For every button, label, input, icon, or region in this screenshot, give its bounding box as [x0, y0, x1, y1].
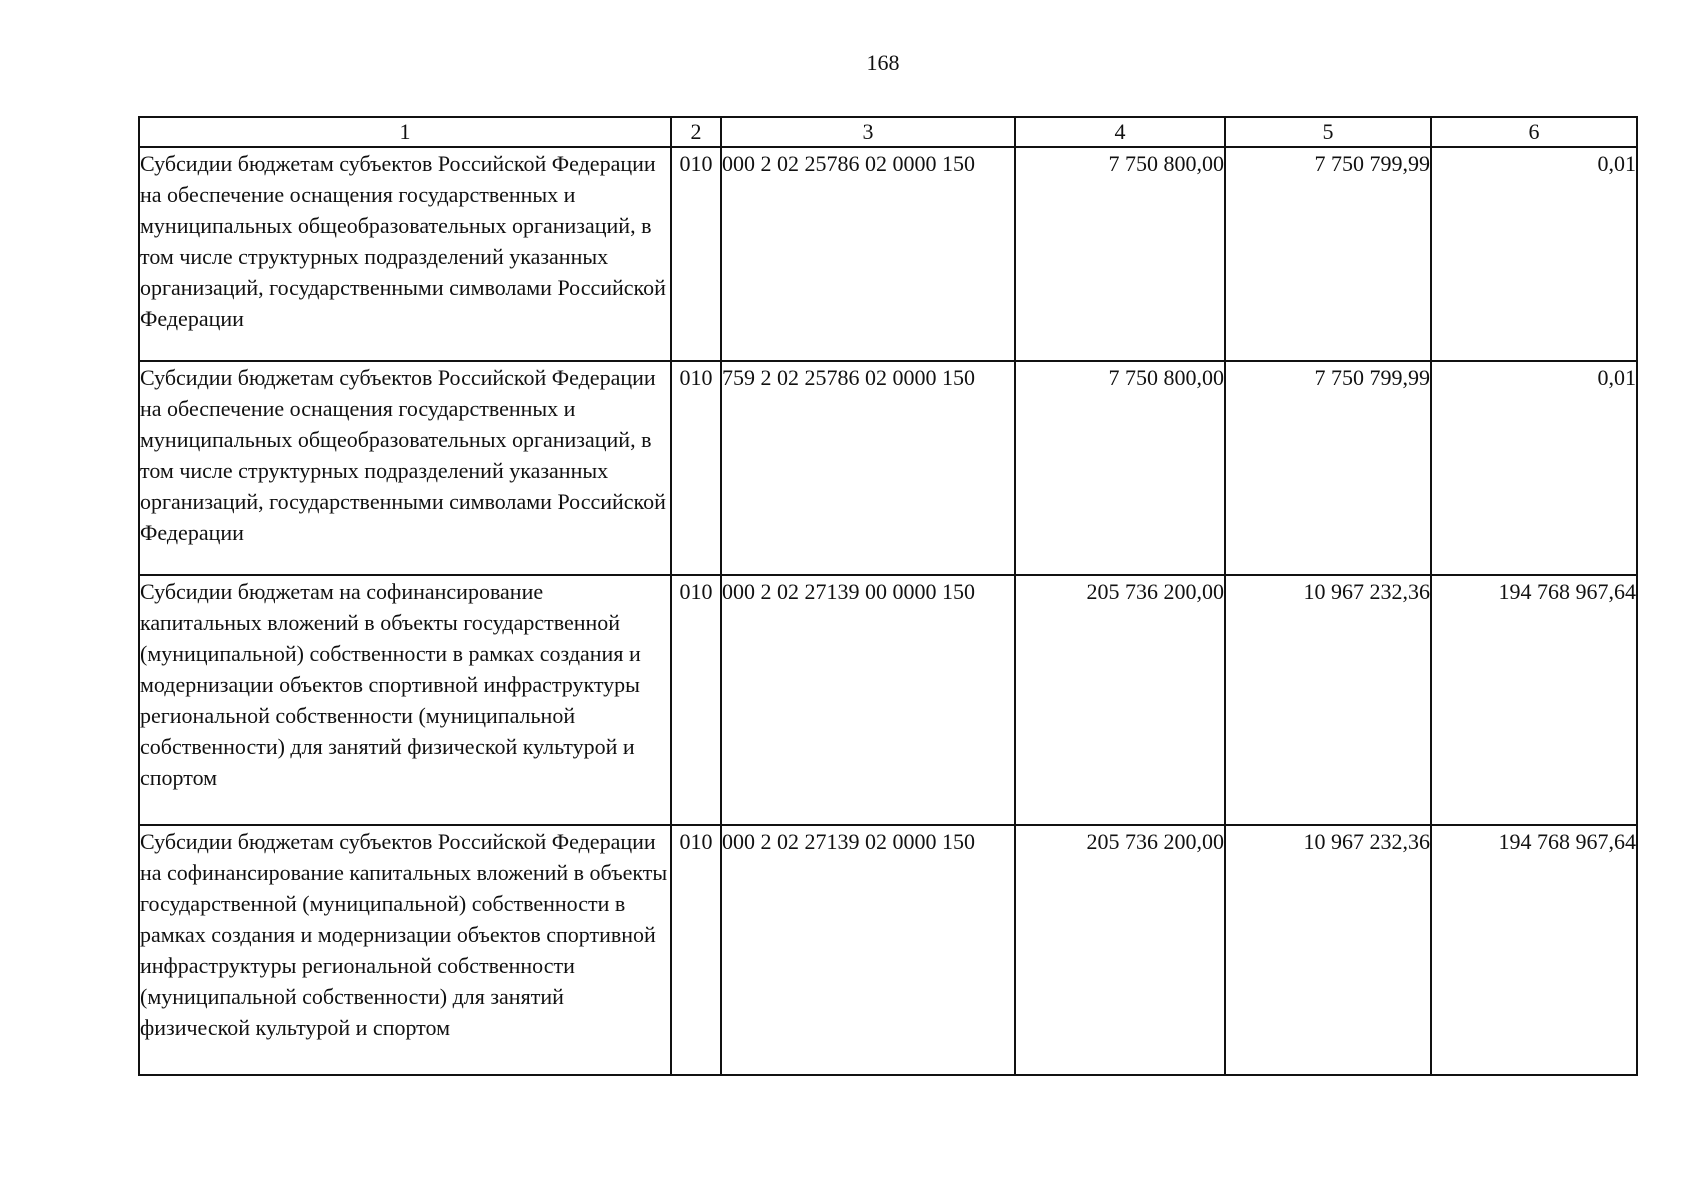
row-executed-amount: 10 967 232,36 — [1225, 825, 1431, 1075]
row-executed-amount: 7 750 799,99 — [1225, 361, 1431, 575]
table-row — [139, 361, 1637, 575]
row-approved-amount: 205 736 200,00 — [1015, 575, 1225, 825]
table-row — [139, 147, 1637, 361]
row-executed-amount: 7 750 799,99 — [1225, 147, 1431, 361]
row-approved-amount: 205 736 200,00 — [1015, 825, 1225, 1075]
row-approved-amount: 7 750 800,00 — [1015, 361, 1225, 575]
row-admin-code: 010 — [671, 575, 721, 825]
row-remainder-amount: 0,01 — [1431, 361, 1637, 575]
row-remainder-amount: 0,01 — [1431, 147, 1637, 361]
row-approved-amount: 7 750 800,00 — [1015, 147, 1225, 361]
row-executed-amount: 10 967 232,36 — [1225, 575, 1431, 825]
row-budget-code: 000 2 02 27139 00 0000 150 — [721, 575, 1015, 825]
header-row — [139, 117, 1637, 147]
row-name: Субсидии бюджетам субъектов Российской Федерации на обеспечение оснащения государственных и муниципальных общеобразовательных организаций, в том числе структурных подразделений указанных организаций, государственными символами Российской Федерации — [139, 147, 671, 361]
row-remainder-amount: 194 768 967,64 — [1431, 575, 1637, 825]
row-remainder-amount: 194 768 967,64 — [1431, 825, 1637, 1075]
row-name: Субсидии бюджетам субъектов Российской Федерации на софинансирование капитальных вложений в объекты государственной (муниципальной) собственности в рамках создания и модернизации объектов спортивной инфраструктуры региональной собственности (муниципальной собственности) для занятий физической культурой и спортом — [139, 825, 671, 1075]
table-row — [139, 825, 1637, 1075]
row-admin-code: 010 — [671, 825, 721, 1075]
row-admin-code: 010 — [671, 147, 721, 361]
row-budget-code: 759 2 02 25786 02 0000 150 — [721, 361, 1015, 575]
row-budget-code: 000 2 02 25786 02 0000 150 — [721, 147, 1015, 361]
column-header-2: 2 — [671, 117, 721, 147]
row-budget-code: 000 2 02 27139 02 0000 150 — [721, 825, 1015, 1075]
column-header-4: 4 — [1015, 117, 1225, 147]
column-header-5: 5 — [1225, 117, 1431, 147]
row-admin-code: 010 — [671, 361, 721, 575]
page-number: 168 — [866, 50, 900, 75]
budget-table — [138, 116, 1638, 1076]
column-header-6: 6 — [1431, 117, 1637, 147]
row-name: Субсидии бюджетам на софинансирование капитальных вложений в объекты государственной (муниципальной) собственности в рамках создания и модернизации объектов спортивной инфраструктуры региональной собственности (муниципальной собственности) для занятий физической культурой и спортом — [139, 575, 671, 825]
row-name: Субсидии бюджетам субъектов Российской Федерации на обеспечение оснащения государственных и муниципальных общеобразовательных организаций, в том числе структурных подразделений указанных организаций, государственными символами Российской Федерации — [139, 361, 671, 575]
column-header-1: 1 — [139, 117, 671, 147]
table-row — [139, 575, 1637, 825]
column-header-3: 3 — [721, 117, 1015, 147]
